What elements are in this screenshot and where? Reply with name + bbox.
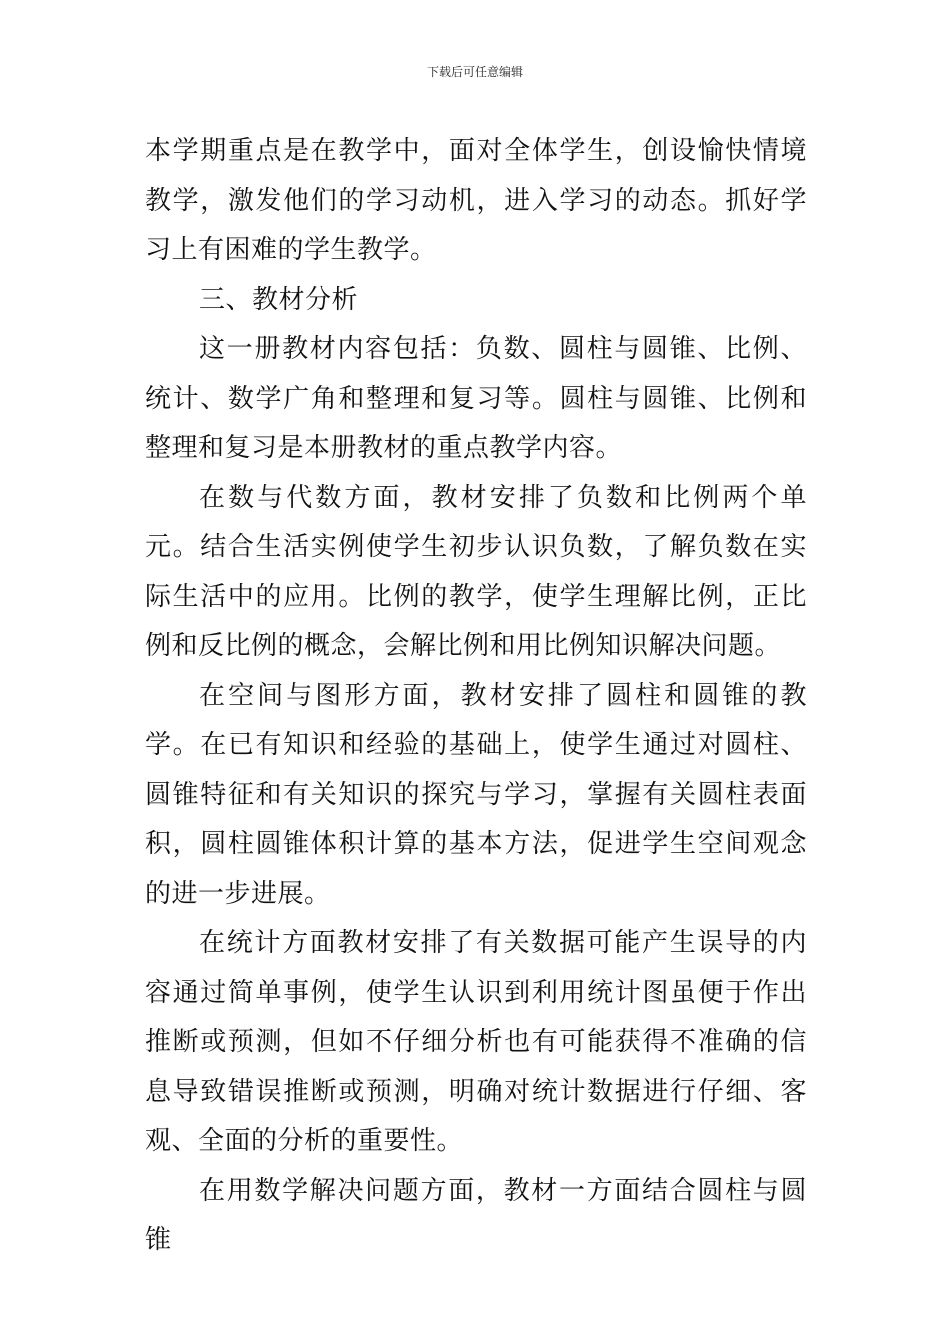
paragraph: 在用数学解决问题方面，教材一方面结合圆柱与圆锥 — [145, 1175, 807, 1255]
paragraph: 这一册教材内容包括：负数、圆柱与圆锥、比例、统计、数学广角和整理和复习等。圆柱与圆锥、比例和整理和复习是本册教材的重点教学内容。 — [145, 334, 807, 463]
page-header: 下载后可任意编辑 — [426, 65, 523, 79]
document-body — [145, 127, 807, 1266]
paragraph-continuation: 本学期重点是在教学中，面对全体学生，创设愉快情境教学，激发他们的学习动机，进入学习的动态。抓好学习上有困难的学生教学。 — [145, 136, 807, 265]
paragraph: 在数与代数方面，教材安排了负数和比例两个单元。结合生活实例使学生初步认识负数，了解负数在实际生活中的应用。比例的教学，使学生理解比例，正比例和反比例的概念，会解比例和用比例知识解决问题。 — [145, 482, 807, 661]
paragraph: 在空间与图形方面，教材安排了圆柱和圆锥的教学。在已有知识和经验的基础上，使学生通过对圆柱、圆锥特征和有关知识的探究与学习，掌握有关圆柱表面积，圆柱圆锥体积计算的基本方法，促进学生空间观念的进一步进展。 — [145, 680, 807, 909]
section-heading: 三、教材分析 — [199, 284, 359, 315]
paragraph: 在统计方面教材安排了有关数据可能产生误导的内容通过简单事例，使学生认识到利用统计图虽便于作出推断或预测，但如不仔细分析也有可能获得不准确的信息导致错误推断或预测，明确对统计数据进行仔细、客观、全面的分析的重要性。 — [145, 928, 807, 1156]
